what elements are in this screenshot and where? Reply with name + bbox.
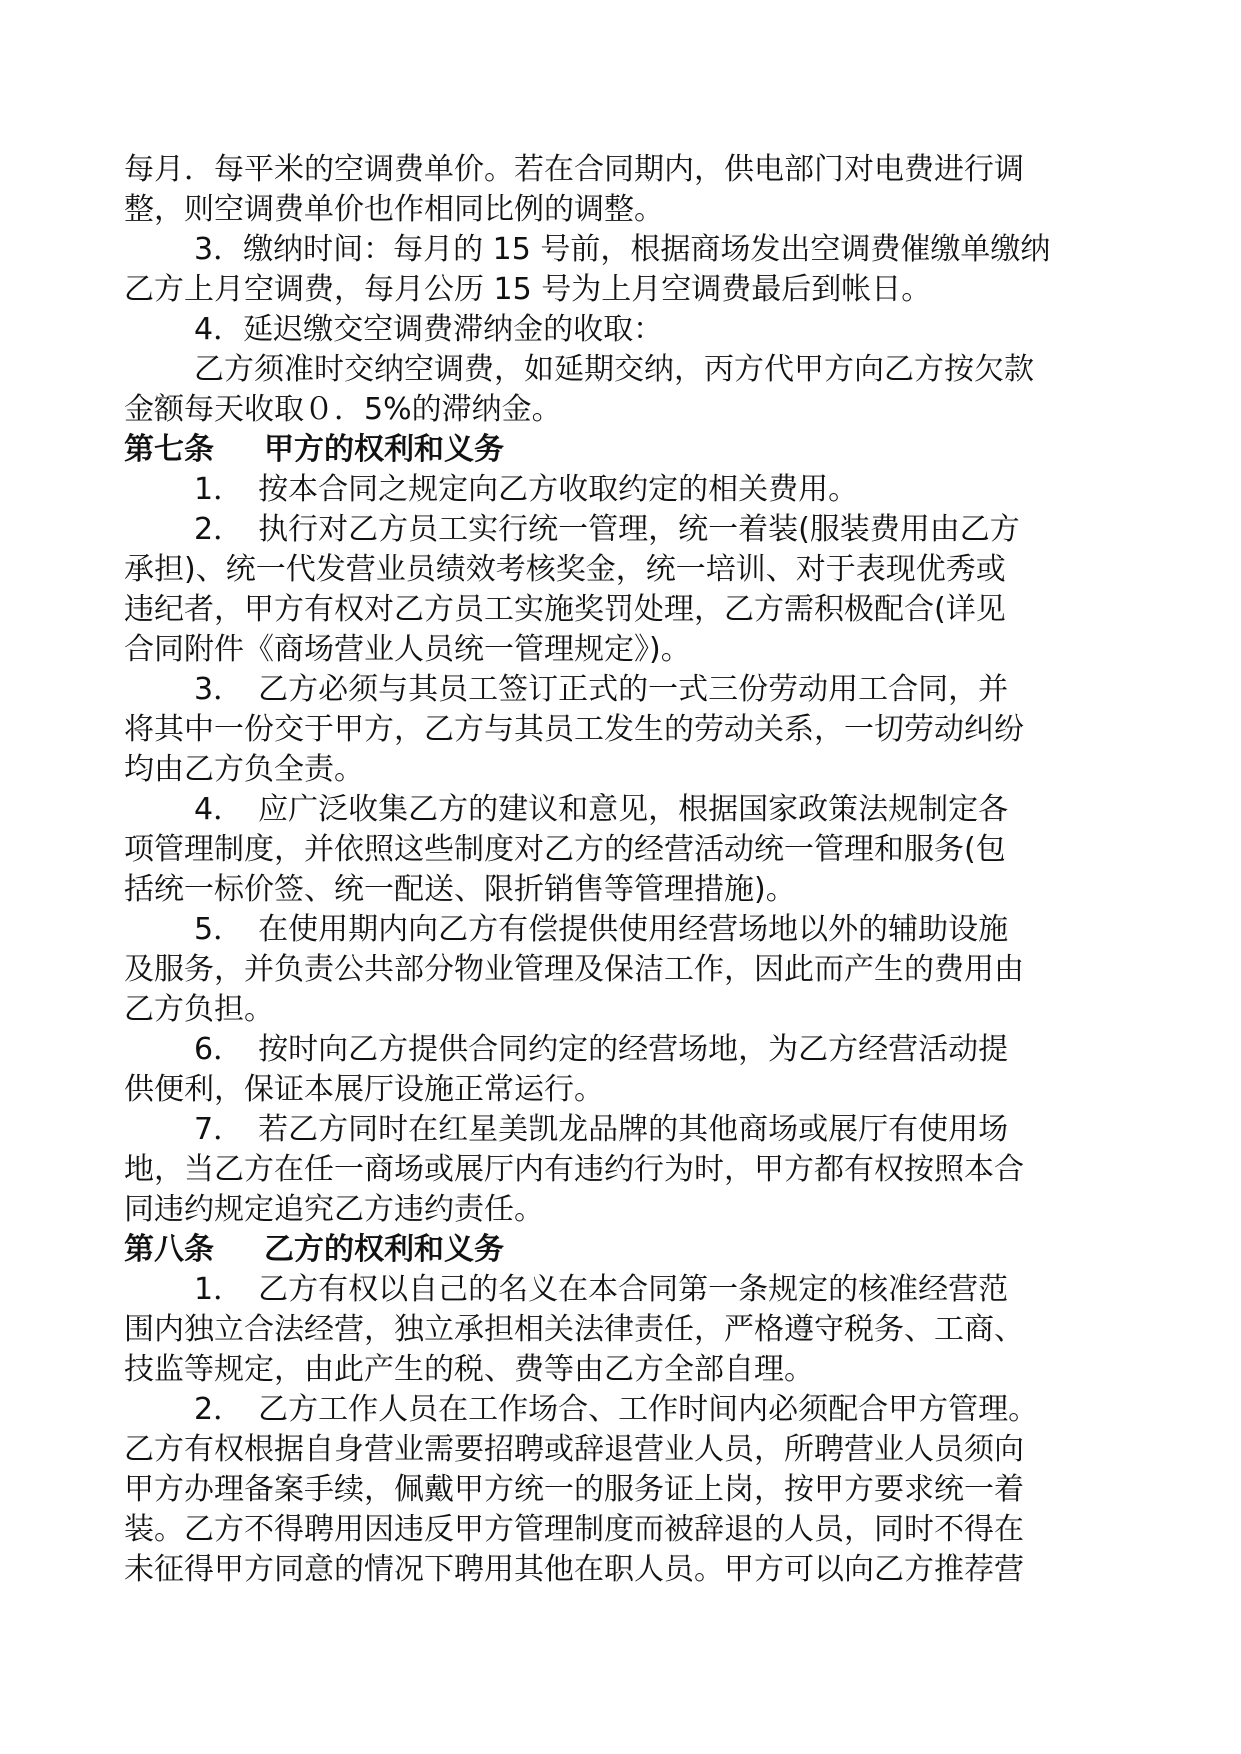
paragraph-line: 整，则空调费单价也作相同比例的调整。 <box>124 192 664 227</box>
paragraph-line: 每月．每平米的空调费单价。若在合同期内，供电部门对电费进行调 <box>124 152 1024 187</box>
paragraph-line: 金额每天收取０．5%的滞纳金。 <box>124 392 562 427</box>
paragraph-first-line: 1． 按本合同之规定向乙方收取约定的相关费用。 <box>194 472 859 507</box>
paragraph-line: 技监等规定，由此产生的税、费等由乙方全部自理。 <box>124 1352 814 1387</box>
paragraph-first-line: 2． 执行对乙方员工实行统一管理，统一着装(服装费用由乙方 <box>194 512 1020 547</box>
article-title: 乙方的权利和义务 <box>264 1232 504 1267</box>
paragraph-line: 将其中一份交于甲方，乙方与其员工发生的劳动关系，一切劳动纠纷 <box>124 712 1024 747</box>
paragraph-first-line: 7． 若乙方同时在红星美凯龙品牌的其他商场或展厅有使用场 <box>194 1112 1009 1147</box>
paragraph-first-line: 3． 乙方必须与其员工签订正式的一式三份劳动用工合同，并 <box>194 672 1009 707</box>
paragraph-first-line: 1． 乙方有权以自己的名义在本合同第一条规定的核准经营范 <box>194 1272 1009 1307</box>
article-title: 甲方的权利和义务 <box>264 432 504 467</box>
article-heading <box>124 1230 1129 1270</box>
paragraph-first-line: 4． 应广泛收集乙方的建议和意见，根据国家政策法规制定各 <box>194 792 1009 827</box>
paragraph-line: 合同附件《商场营业人员统一管理规定》)。 <box>124 632 691 667</box>
paragraph-first-line: 6． 按时向乙方提供合同约定的经营场地，为乙方经营活动提 <box>194 1032 1009 1067</box>
paragraph-line: 装。乙方不得聘用因违反甲方管理制度而被辞退的人员，同时不得在 <box>124 1512 1024 1547</box>
paragraph-line: 围内独立合法经营，独立承担相关法律责任，严格遵守税务、工商、 <box>124 1312 1024 1347</box>
paragraph-line: 括统一标价签、统一配送、限折销售等管理措施)。 <box>124 872 796 907</box>
paragraph-line: 甲方办理备案手续，佩戴甲方统一的服务证上岗，按甲方要求统一着 <box>124 1472 1024 1507</box>
paragraph-line: 均由乙方负全责。 <box>124 752 364 787</box>
paragraph-line: 乙方负担。 <box>124 992 274 1027</box>
article-heading <box>124 430 1129 470</box>
article-number: 第七条 <box>124 432 214 467</box>
paragraph-first-line: 4．延迟缴交空调费滞纳金的收取： <box>194 312 664 347</box>
paragraph-line: 同违约规定追究乙方违约责任。 <box>124 1192 544 1227</box>
contract-page <box>124 150 1129 1590</box>
paragraph-line: 及服务，并负责公共部分物业管理及保洁工作，因此而产生的费用由 <box>124 952 1024 987</box>
paragraph-line: 项管理制度，并依照这些制度对乙方的经营活动统一管理和服务(包 <box>124 832 1006 867</box>
paragraph-line: 未征得甲方同意的情况下聘用其他在职人员。甲方可以向乙方推荐营 <box>124 1552 1024 1587</box>
paragraph-first-line: 乙方须准时交纳空调费，如延期交纳，丙方代甲方向乙方按欠款 <box>194 352 1034 387</box>
article-number: 第八条 <box>124 1232 214 1267</box>
paragraph-line: 承担)、统一代发营业员绩效考核奖金，统一培训、对于表现优秀或 <box>124 552 1006 587</box>
paragraph-line: 乙方有权根据自身营业需要招聘或辞退营业人员，所聘营业人员须向 <box>124 1432 1024 1467</box>
paragraph-first-line: 5． 在使用期内向乙方有偿提供使用经营场地以外的辅助设施 <box>194 912 1009 947</box>
paragraph-line: 地，当乙方在任一商场或展厅内有违约行为时，甲方都有权按照本合 <box>124 1152 1024 1187</box>
paragraph-first-line: 3．缴纳时间：每月的 15 号前，根据商场发出空调费催缴单缴纳 <box>194 232 1051 267</box>
paragraph-line: 违纪者，甲方有权对乙方员工实施奖罚处理，乙方需积极配合(详见 <box>124 592 1006 627</box>
paragraph-line: 乙方上月空调费，每月公历 15 号为上月空调费最后到帐日。 <box>124 272 932 307</box>
paragraph-line: 供便利，保证本展厅设施正常运行。 <box>124 1072 604 1107</box>
paragraph-first-line: 2． 乙方工作人员在工作场合、工作时间内必须配合甲方管理。 <box>194 1392 1039 1427</box>
